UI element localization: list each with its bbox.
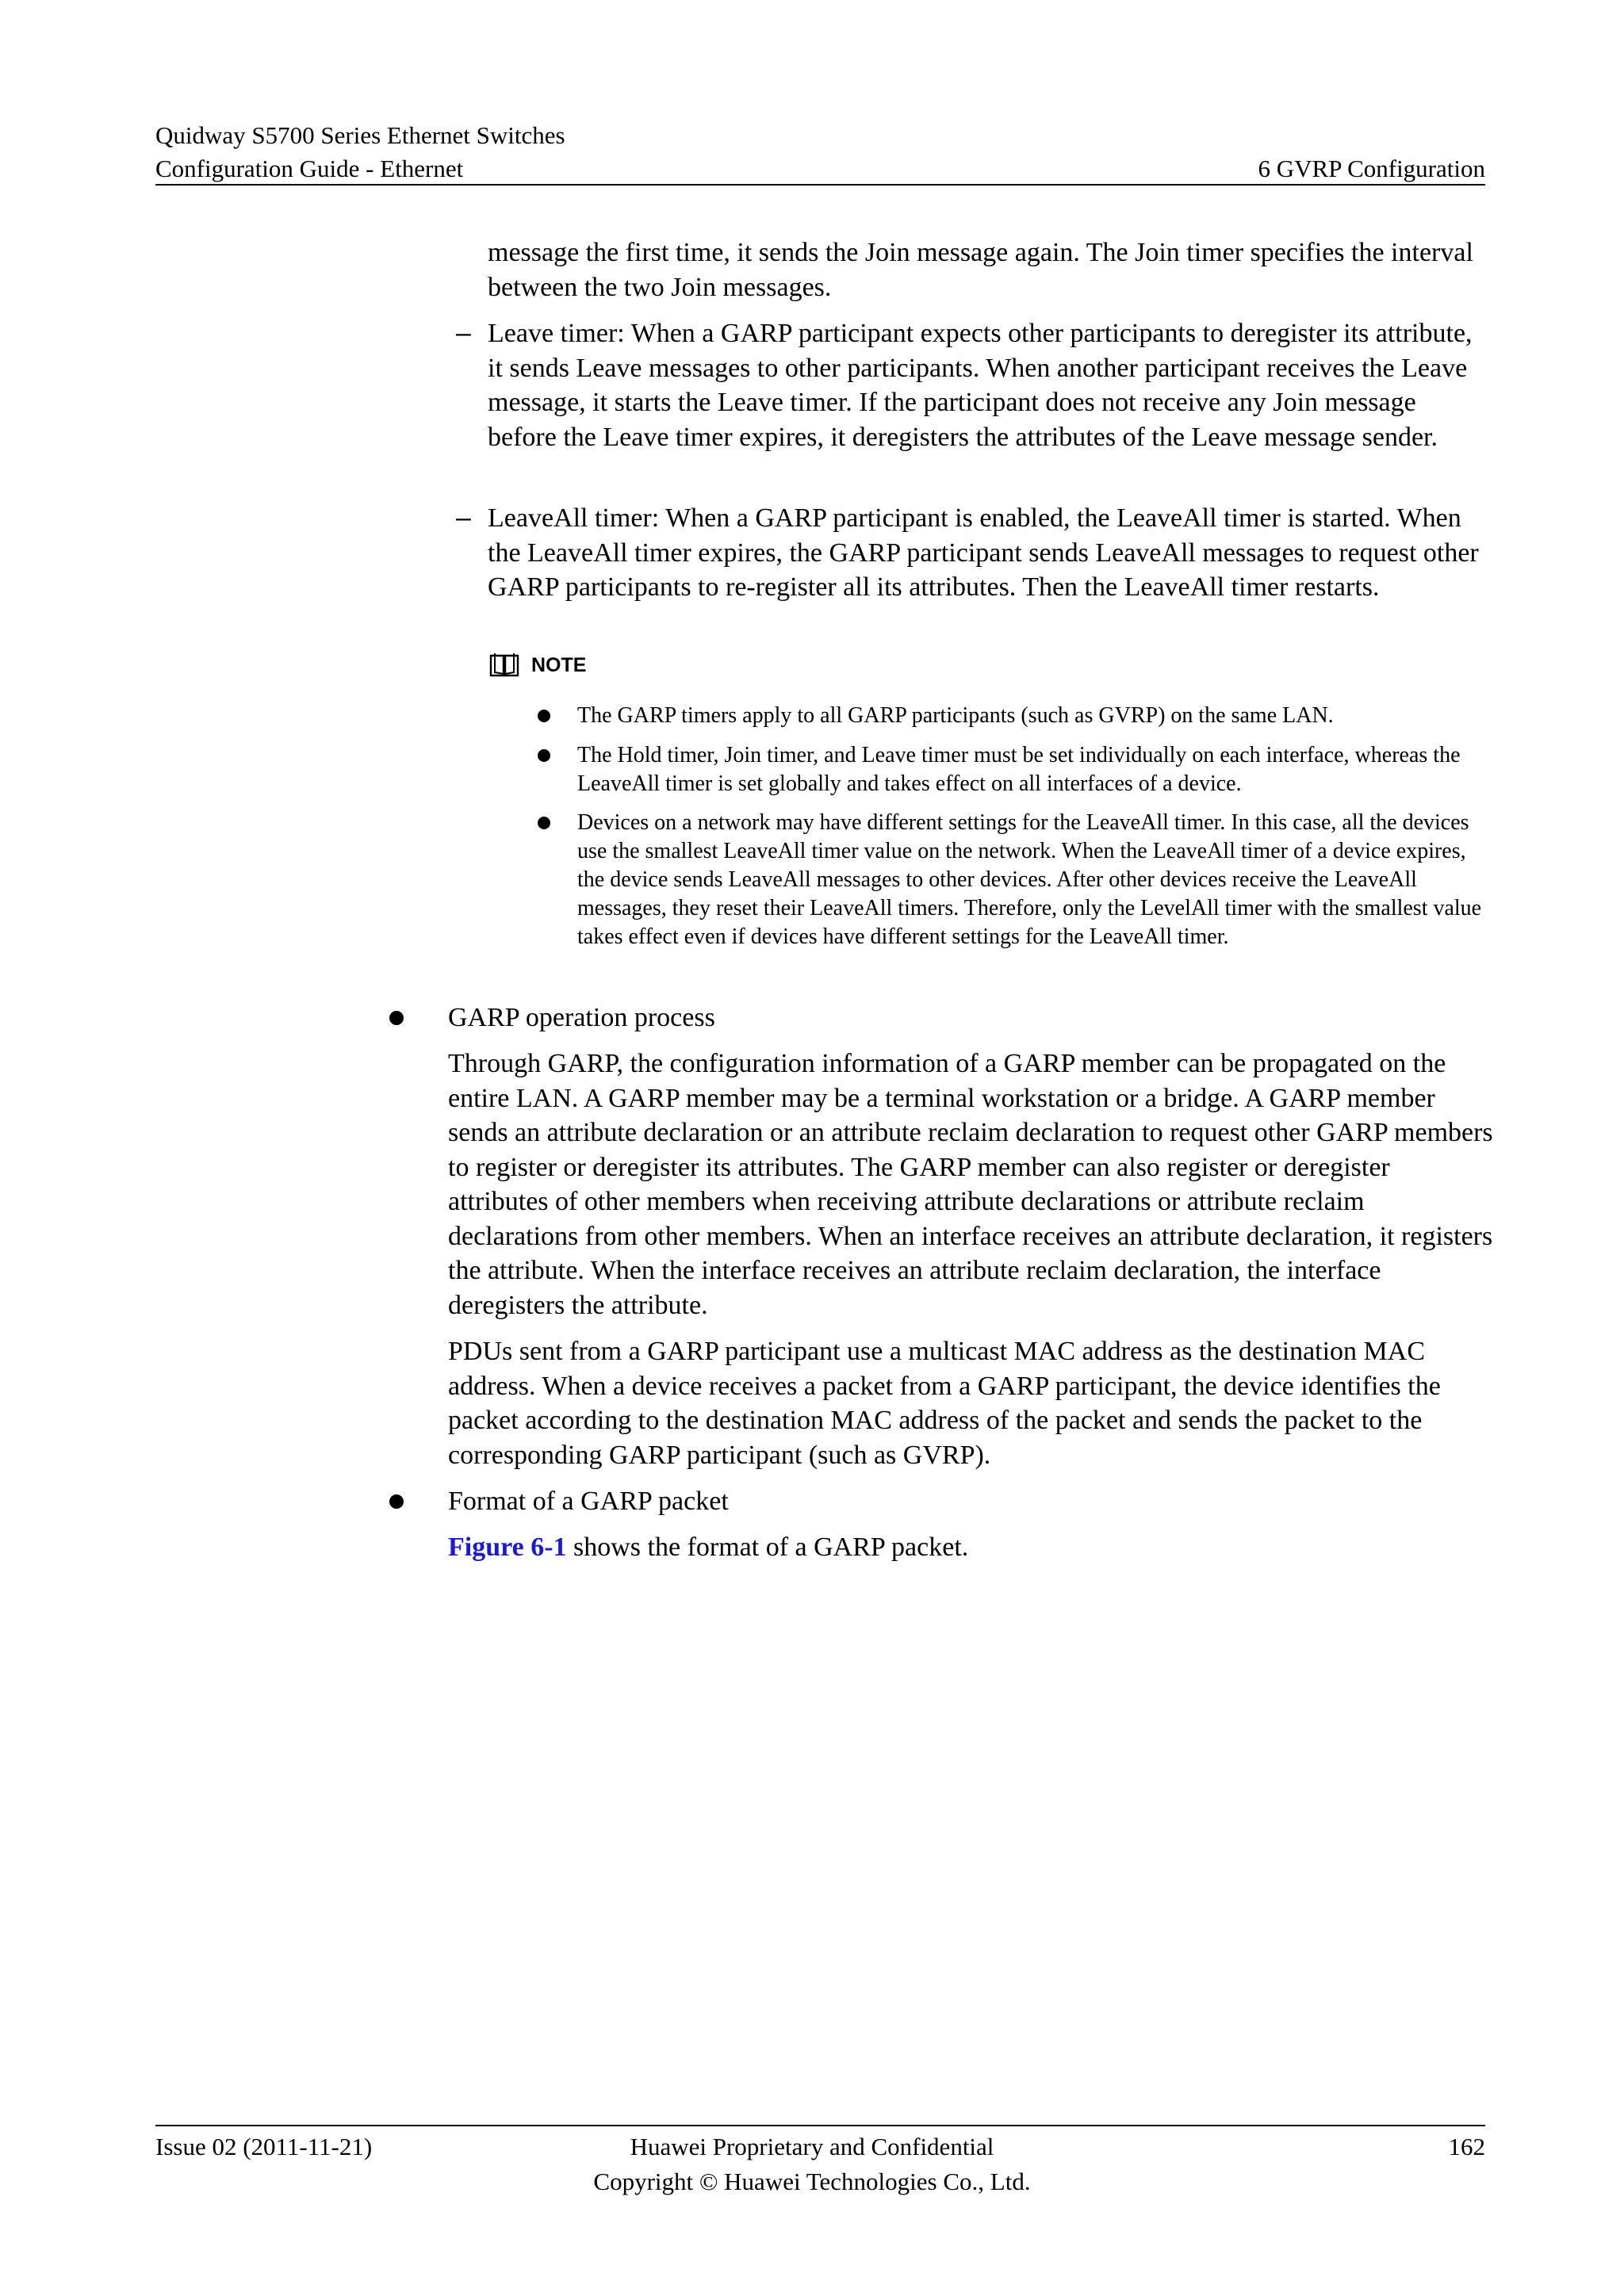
header-chapter: 6 GVRP Configuration [1258, 155, 1485, 182]
note-item: The Hold timer, Join timer, and Leave timer must be set individually on each interface, whereas the LeaveAll timer is set globally and takes effect on all interfaces of a device. [577, 743, 1461, 796]
leaveall-timer-paragraph: LeaveAll timer: When a GARP participant is enabled, the LeaveAll timer is started. When the LeaveAll timer expires, the GARP participant sends LeaveAll messages to request other GARP participants to re-register all its attributes. Then the LeaveAll timer restarts. [488, 503, 1479, 602]
format-title: Format of a GARP packet [448, 1487, 729, 1516]
figure-reference [448, 1530, 1495, 1565]
dash-marker: – [456, 503, 471, 533]
bullet-dot [538, 817, 550, 829]
join-timer-continuation: message the first time, it sends the Join message again. The Join timer specifies the interval between the two Join messages. [488, 238, 1473, 302]
note-item: The GARP timers apply to all GARP participants (such as GVRP) on the same LAN. [577, 703, 1334, 728]
header-product: Quidway S5700 Series Ethernet Switches [155, 121, 565, 149]
note-item: Devices on a network may have different settings for the LeaveAll timer. In this case, all the devices use the smallest LeaveAll timer value on the network. When the LeaveAll timer of a device expires, the device sends LeaveAll messages to other devices. After other devices receive the LeaveAll messages, they reset their LeaveAll timers. Therefore, only the LevelAll timer with the smallest value takes effect even if devices have different settings for the LeaveAll timer. [577, 810, 1482, 949]
garp-process-paragraph: Through GARP, the configuration information of a GARP member can be propagated on the entire LAN. A GARP member may be a terminal workstation or a bridge. A GARP member sends an attribute declaration or an attribute reclaim declaration to request other GARP members to register or deregister its attributes. The GARP member can also register or deregister attributes of other members when receiving attribute declarations or attribute reclaim declarations from other members. When an interface receives an attribute declaration, it registers the attribute. When the interface receives an attribute reclaim declaration, the interface deregisters the attribute. [448, 1049, 1493, 1320]
figure-6-1-link[interactable]: Figure 6-1 [448, 1533, 567, 1562]
bullet-dot [538, 710, 550, 722]
header-divider [155, 184, 1485, 186]
footer-copyright: Copyright © Huawei Technologies Co., Ltd. [593, 2168, 1031, 2195]
garp-process-title: GARP operation process [448, 1003, 715, 1032]
bullet-dot [538, 749, 550, 762]
garp-pdu-paragraph: PDUs sent from a GARP participant use a multicast MAC address as the destination MAC address. When a device receives a packet from a GARP participant, the device identifies the packet according to the destination MAC address of the packet and sends the packet to the corresponding GARP participant (such as GVRP). [448, 1337, 1441, 1470]
header-guide: Configuration Guide - Ethernet [155, 155, 464, 182]
figure-reference-text: shows the format of a GARP packet. [566, 1533, 969, 1562]
bullet-dot [389, 1011, 404, 1025]
page-header [155, 119, 1485, 186]
bullet-dot [389, 1494, 404, 1509]
book-icon [488, 652, 520, 679]
dash-marker: – [456, 318, 471, 348]
leave-timer-paragraph: Leave timer: When a GARP participant expects other participants to deregister its attribute, it sends Leave messages to other participants. When another participant receives the Leave message, it starts the Leave timer. If the participant does not receive any Join message before the Leave timer expires, it deregisters the attributes of the Leave message sender. [488, 319, 1473, 452]
footer-proprietary: Huawei Proprietary and Confidential [630, 2133, 994, 2160]
footer-divider [155, 2125, 1485, 2126]
note-label: NOTE [531, 654, 587, 676]
footer-center [0, 2130, 1624, 2199]
page-number: 162 [1448, 2133, 1485, 2160]
footer-issue: Issue 02 (2011-11-21) [155, 2133, 373, 2160]
